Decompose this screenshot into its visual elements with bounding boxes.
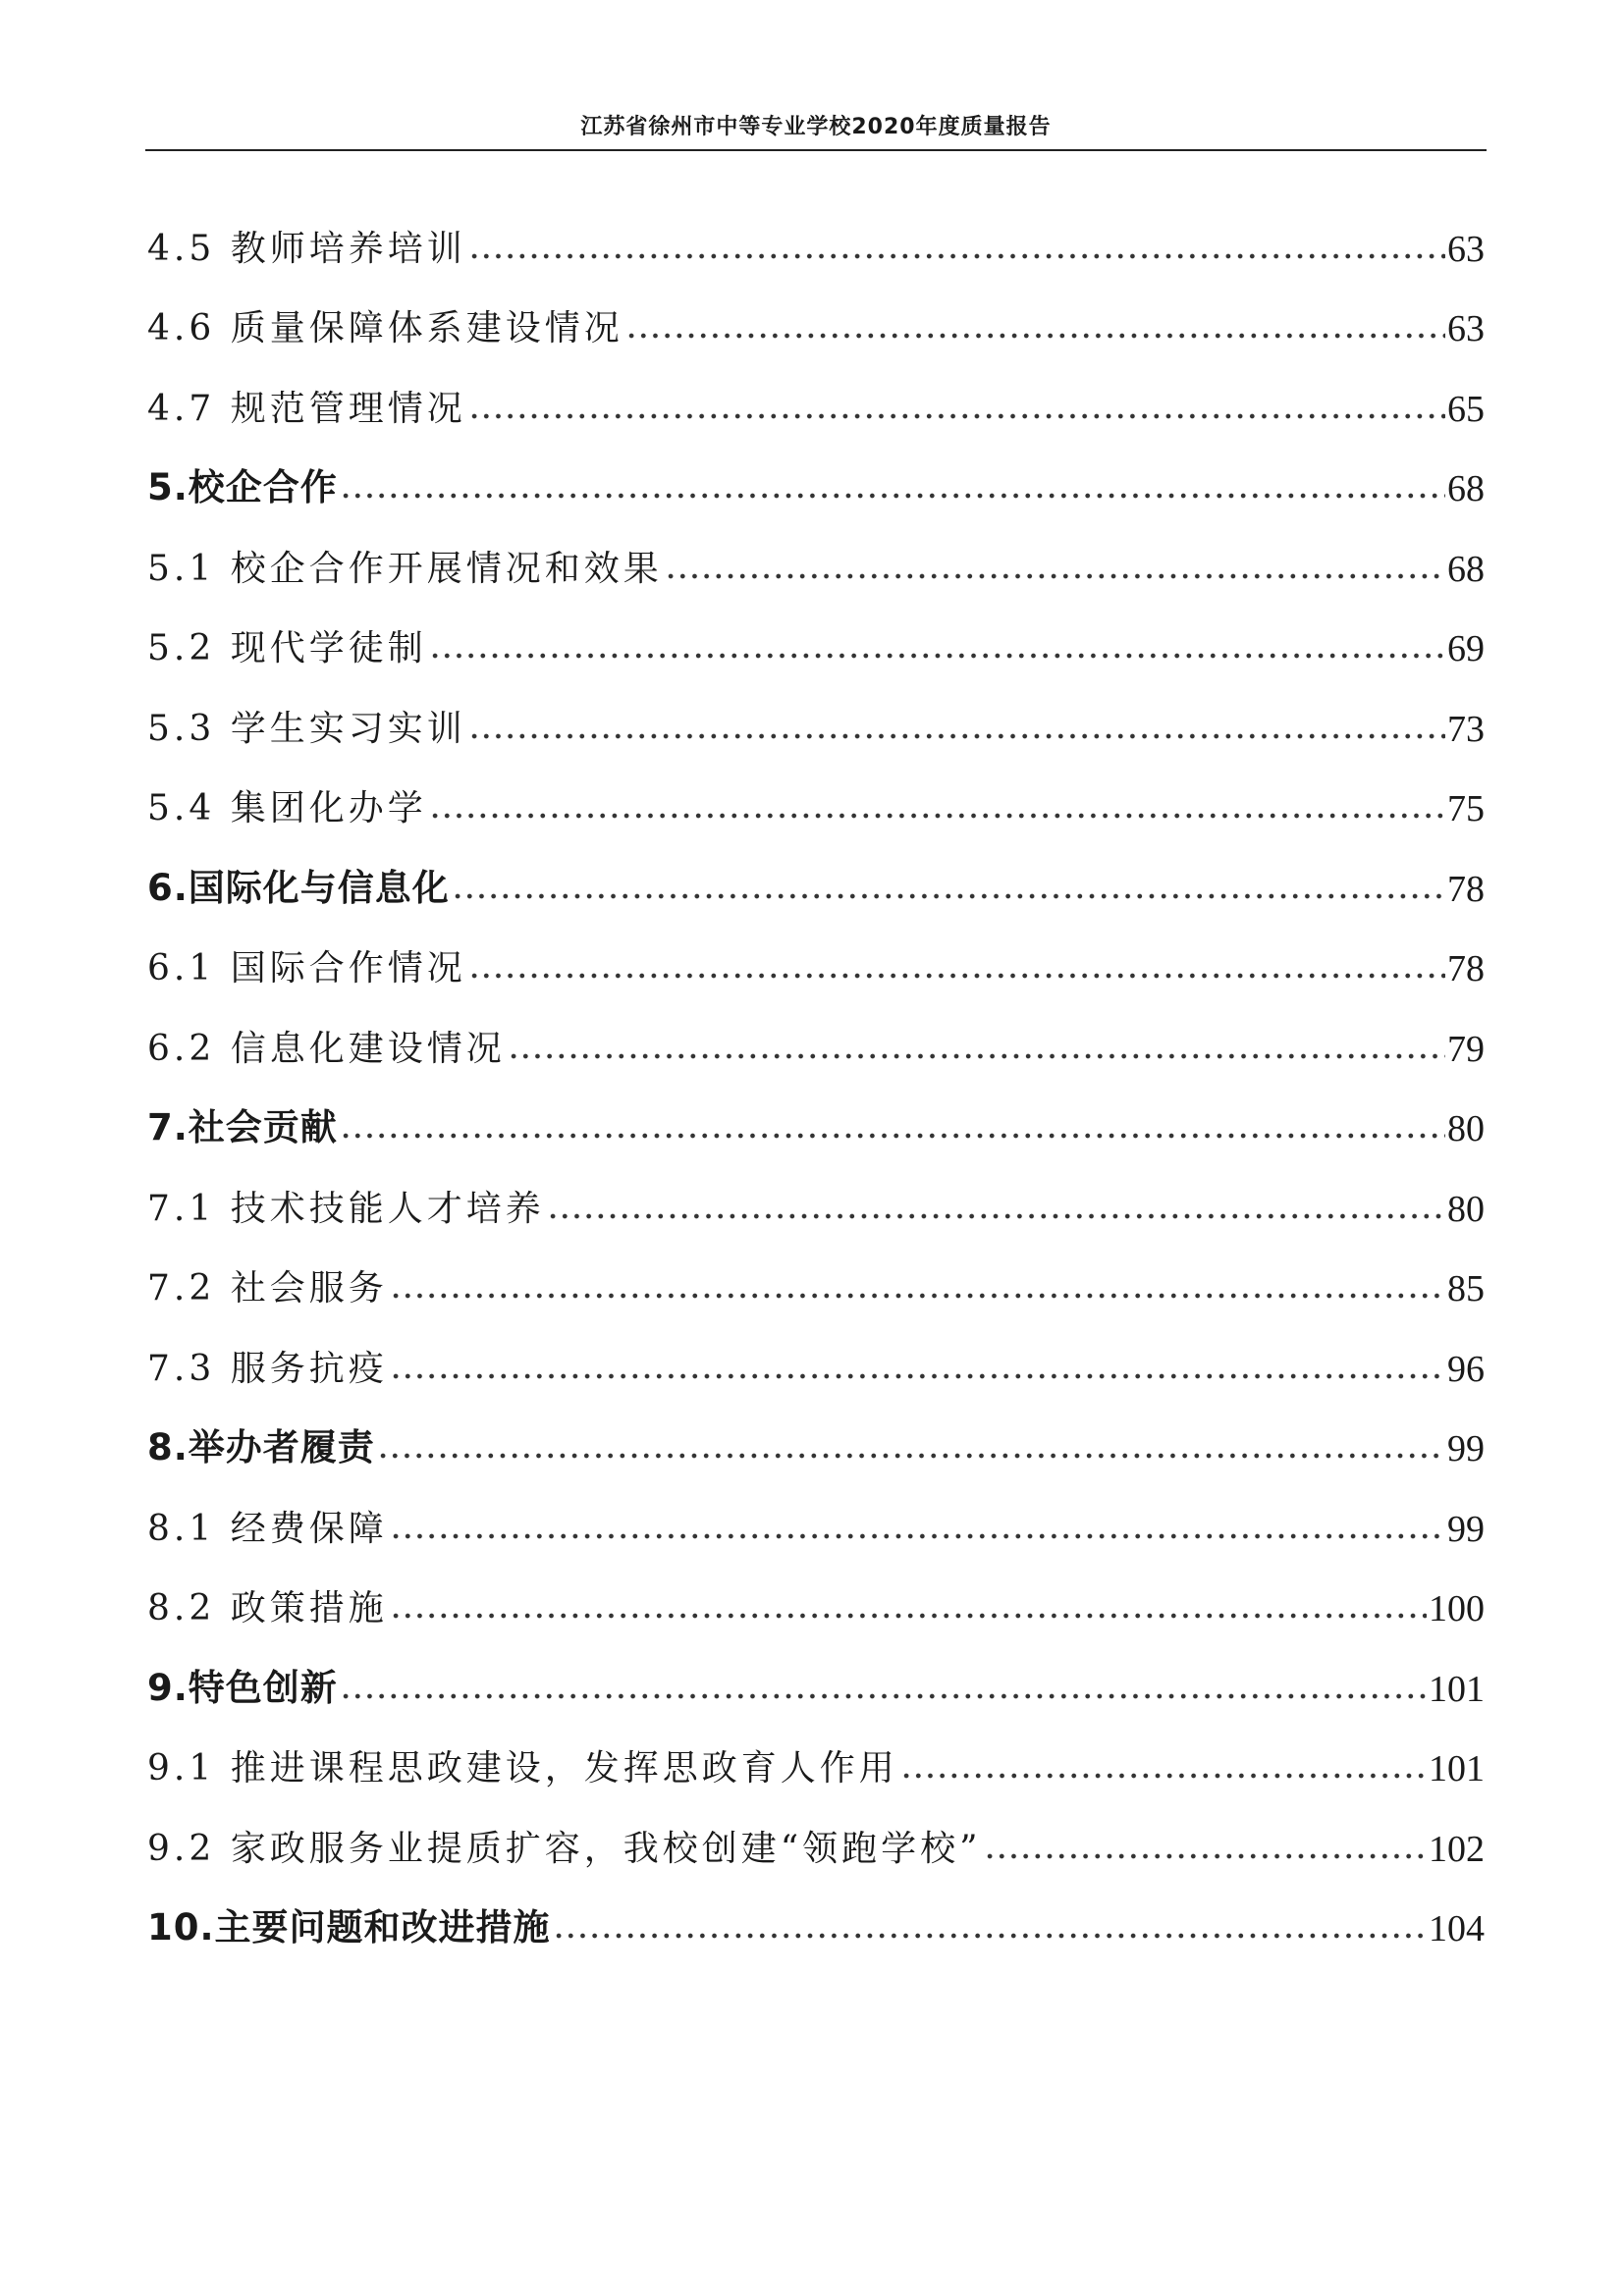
toc-entry-title: 5.4 集团化办学: [147, 788, 427, 828]
toc-entry[interactable]: [147, 927, 1485, 1007]
toc-dot-leader: [900, 1769, 1427, 1783]
toc-entry-title: 6.1 国际合作情况: [147, 948, 466, 988]
toc-entry[interactable]: [147, 767, 1485, 847]
toc-dot-leader: [390, 1289, 1445, 1303]
toc-entry[interactable]: [147, 1247, 1485, 1327]
toc-dot-leader: [553, 1929, 1427, 1943]
toc-dot-leader: [429, 809, 1445, 823]
table-of-contents: [147, 206, 1485, 1966]
page-header-title: 江苏省徐州市中等专业学校2020年度质量报告: [580, 115, 1052, 139]
toc-entry-title: 7.社会贡献: [147, 1106, 338, 1148]
toc-entry-title: 8.举办者履责: [147, 1426, 375, 1468]
toc-entry-page-number: 96: [1447, 1348, 1485, 1390]
toc-entry-page-number: 99: [1447, 1428, 1485, 1469]
toc-entry[interactable]: [147, 1646, 1485, 1727]
toc-dot-leader: [377, 1449, 1445, 1463]
toc-dot-leader: [340, 489, 1445, 503]
toc-entry[interactable]: [147, 846, 1485, 927]
toc-dot-leader: [508, 1049, 1445, 1063]
toc-entry-page-number: 75: [1447, 788, 1485, 829]
toc-entry[interactable]: [147, 1887, 1485, 1967]
toc-entry[interactable]: [147, 1567, 1485, 1647]
toc-entry-title: 7.2 社会服务: [147, 1268, 388, 1308]
toc-entry-page-number: 80: [1447, 1108, 1485, 1149]
toc-dot-leader: [390, 1609, 1427, 1623]
toc-dot-leader: [665, 569, 1445, 583]
toc-entry[interactable]: [147, 366, 1485, 447]
toc-dot-leader: [340, 1689, 1427, 1703]
toc-entry[interactable]: [147, 1006, 1485, 1087]
toc-entry-page-number: 101: [1429, 1668, 1485, 1710]
toc-entry-page-number: 101: [1429, 1748, 1485, 1789]
toc-dot-leader: [468, 729, 1445, 743]
toc-entry[interactable]: [147, 1166, 1485, 1247]
toc-dot-leader: [340, 1129, 1445, 1143]
toc-dot-leader: [429, 649, 1445, 663]
toc-entry-title: 5.1 校企合作开展情况和效果: [147, 548, 663, 589]
toc-entry-title: 6.2 信息化建设情况: [147, 1028, 506, 1069]
toc-entry-page-number: 104: [1429, 1908, 1485, 1949]
toc-entry-title: 9.1 推进课程思政建设，发挥思政育人作用: [147, 1748, 898, 1789]
toc-entry-title: 8.1 经费保障: [147, 1508, 388, 1549]
toc-entry-page-number: 69: [1447, 628, 1485, 669]
toc-entry[interactable]: [147, 1407, 1485, 1487]
toc-entry[interactable]: [147, 1486, 1485, 1567]
toc-entry-page-number: 102: [1429, 1828, 1485, 1870]
toc-dot-leader: [468, 969, 1445, 983]
toc-entry-page-number: 85: [1447, 1268, 1485, 1309]
toc-entry-page-number: 100: [1429, 1588, 1485, 1629]
toc-entry[interactable]: [147, 1087, 1485, 1167]
toc-entry[interactable]: [147, 1326, 1485, 1407]
toc-entry-page-number: 99: [1447, 1508, 1485, 1550]
toc-entry-page-number: 73: [1447, 708, 1485, 750]
toc-entry-title: 9.2 家政服务业提质扩容，我校创建“领跑学校”: [147, 1828, 982, 1869]
toc-entry-title: 5.2 现代学徒制: [147, 628, 427, 668]
toc-entry-title: 4.7 规范管理情况: [147, 388, 466, 429]
toc-dot-leader: [390, 1529, 1445, 1543]
toc-entry-title: 5.校企合作: [147, 466, 338, 508]
toc-entry[interactable]: [147, 206, 1485, 287]
toc-dot-leader: [468, 409, 1445, 423]
toc-entry-page-number: 78: [1447, 948, 1485, 989]
toc-entry-page-number: 79: [1447, 1028, 1485, 1070]
toc-dot-leader: [547, 1209, 1445, 1223]
header-divider: [145, 149, 1487, 151]
toc-entry-page-number: 68: [1447, 548, 1485, 590]
toc-entry-title: 6.国际化与信息化: [147, 866, 450, 909]
toc-entry-page-number: 63: [1447, 228, 1485, 270]
toc-entry-page-number: 68: [1447, 468, 1485, 509]
toc-entry[interactable]: [147, 287, 1485, 367]
toc-entry[interactable]: [147, 686, 1485, 767]
toc-entry-page-number: 78: [1447, 868, 1485, 910]
toc-entry-title: 4.6 质量保障体系建设情况: [147, 308, 623, 348]
toc-entry-title: 7.1 技术技能人才培养: [147, 1188, 545, 1229]
toc-entry-title: 10.主要问题和改进措施: [147, 1906, 551, 1949]
toc-entry-page-number: 80: [1447, 1188, 1485, 1230]
toc-entry-title: 5.3 学生实习实训: [147, 708, 466, 749]
toc-entry[interactable]: [147, 1727, 1485, 1807]
toc-entry[interactable]: [147, 1806, 1485, 1887]
toc-dot-leader: [390, 1369, 1445, 1383]
toc-dot-leader: [984, 1849, 1427, 1863]
toc-entry[interactable]: [147, 447, 1485, 527]
toc-dot-leader: [468, 249, 1445, 263]
toc-entry[interactable]: [147, 526, 1485, 607]
toc-entry-title: 4.5 教师培养培训: [147, 228, 466, 269]
toc-entry-title: 9.特色创新: [147, 1666, 338, 1709]
toc-entry-page-number: 63: [1447, 308, 1485, 349]
toc-entry-title: 7.3 服务抗疫: [147, 1348, 388, 1389]
toc-entry-page-number: 65: [1447, 388, 1485, 430]
toc-entry[interactable]: [147, 607, 1485, 687]
toc-dot-leader: [625, 329, 1445, 343]
toc-entry-title: 8.2 政策措施: [147, 1588, 388, 1629]
toc-dot-leader: [452, 889, 1445, 903]
